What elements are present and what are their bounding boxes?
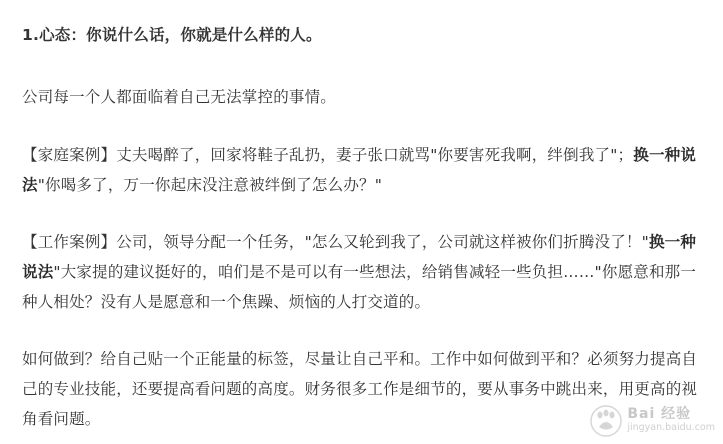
- family-case-quote: "你喝多了，万一你起床没注意被绊倒了怎么办？": [37, 176, 383, 194]
- paragraph-intro: 公司每一个人都面临着自己无法掌控的事情。: [22, 88, 337, 106]
- family-case-text: 【家庭案例】丈夫喝醉了，回家将鞋子乱扔，妻子张口就骂"你要害死我啊，绊倒我了"；: [22, 146, 634, 164]
- work-case-bold-phrase: 换一种说法: [22, 233, 697, 281]
- section-heading: 1.心态：你说什么话，你就是什么样的人。: [22, 26, 322, 44]
- family-case-bold-phrase: 换一种说法: [22, 146, 697, 194]
- paragraph-work-case: [22, 227, 702, 317]
- paragraph-family-case: [22, 140, 702, 200]
- watermark-brand: Bai 经验: [627, 406, 692, 422]
- paragraph-how-to: 如何做到？给自己贴一个正能量的标签，尽量让自己平和。工作中如何做到平和？必须努力提高自己的专业技能，还要提高看问题的高度。财务很多工作是细节的，要从事务中跳出来，用更高的视角看问题。: [22, 350, 698, 428]
- watermark-url: jingyan.baidu.com: [627, 422, 715, 433]
- work-case-text: 【工作案例】公司，领导分配一个任务，"怎么又轮到我了，公司就这样被你们折腾没了！": [22, 233, 649, 251]
- work-case-quote: "大家提的建议挺好的，咱们是不是可以有一些想法，给销售减轻一些负担……"你愿意和那一种人相处？没有人是愿意和一个焦躁、烦恼的人打交道的。: [22, 263, 697, 311]
